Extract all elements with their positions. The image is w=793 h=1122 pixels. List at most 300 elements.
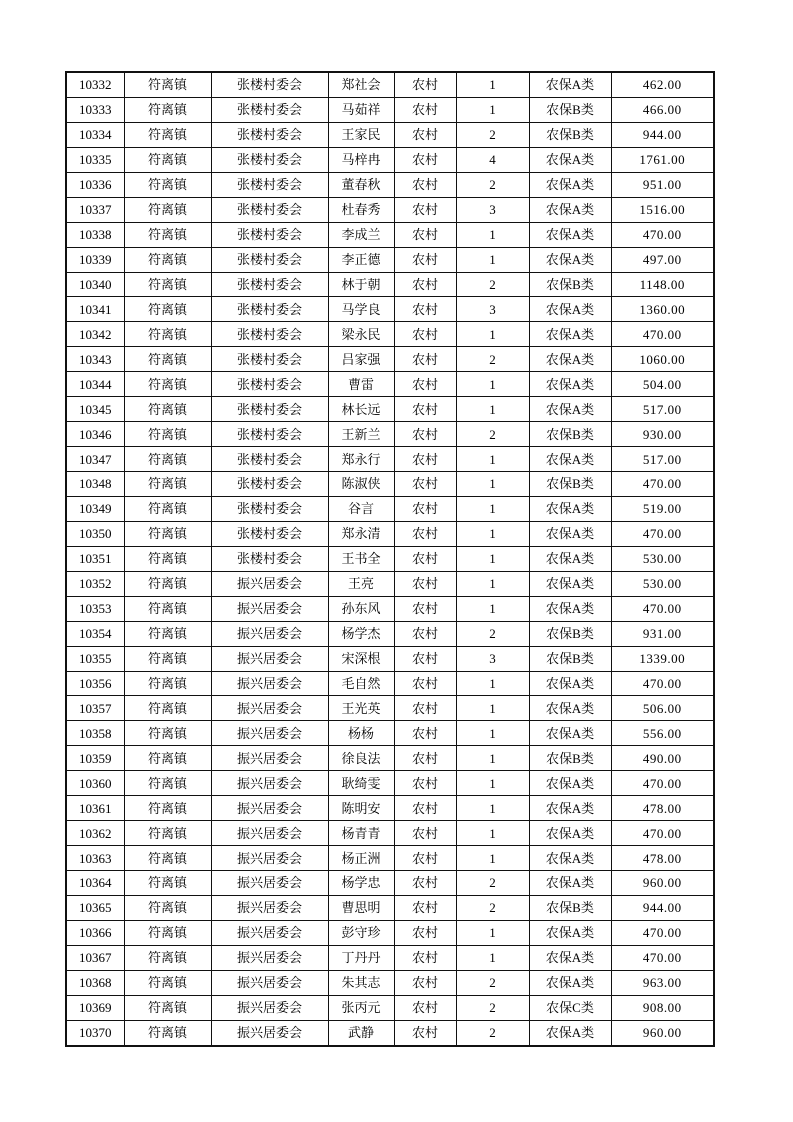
cell-insurance-category: 农保A类 [529,821,611,846]
cell-name: 王亮 [328,571,394,596]
cell-town: 符离镇 [124,646,211,671]
cell-name: 杨正洲 [328,846,394,871]
cell-town: 符离镇 [124,721,211,746]
cell-village-committee: 张楼村委会 [211,347,328,372]
cell-record-id: 10349 [66,496,124,521]
cell-record-id: 10369 [66,995,124,1020]
cell-person-count: 1 [456,397,529,422]
cell-village-committee: 振兴居委会 [211,646,328,671]
cell-town: 符离镇 [124,846,211,871]
cell-record-id: 10337 [66,197,124,222]
cell-insurance-category: 农保A类 [529,447,611,472]
cell-record-id: 10365 [66,895,124,920]
cell-amount: 470.00 [611,596,714,621]
table-row [66,970,714,995]
cell-record-id: 10356 [66,671,124,696]
cell-person-count: 1 [456,796,529,821]
cell-insurance-category: 农保A类 [529,970,611,995]
cell-insurance-category: 农保A类 [529,197,611,222]
cell-person-count: 1 [456,496,529,521]
cell-name: 朱其志 [328,970,394,995]
cell-insurance-category: 农保A类 [529,945,611,970]
cell-village-committee: 张楼村委会 [211,322,328,347]
cell-village-committee: 振兴居委会 [211,846,328,871]
cell-insurance-category: 农保C类 [529,995,611,1020]
cell-amount: 506.00 [611,696,714,721]
cell-insurance-category: 农保A类 [529,846,611,871]
cell-name: 林长远 [328,397,394,422]
table-row [66,821,714,846]
cell-amount: 517.00 [611,397,714,422]
cell-person-count: 1 [456,821,529,846]
cell-insurance-category: 农保A类 [529,222,611,247]
table-row [66,721,714,746]
table-row [66,596,714,621]
cell-record-id: 10359 [66,746,124,771]
cell-amount: 462.00 [611,72,714,97]
cell-residence-type: 农村 [394,970,456,995]
cell-insurance-category: 农保A类 [529,496,611,521]
cell-person-count: 2 [456,347,529,372]
cell-residence-type: 农村 [394,372,456,397]
cell-village-committee: 振兴居委会 [211,721,328,746]
cell-record-id: 10335 [66,147,124,172]
cell-person-count: 1 [456,721,529,746]
cell-amount: 478.00 [611,846,714,871]
cell-town: 符离镇 [124,821,211,846]
cell-insurance-category: 农保A类 [529,397,611,422]
cell-record-id: 10347 [66,447,124,472]
table-row [66,920,714,945]
cell-town: 符离镇 [124,347,211,372]
cell-insurance-category: 农保B类 [529,97,611,122]
cell-insurance-category: 农保A类 [529,247,611,272]
cell-amount: 931.00 [611,621,714,646]
cell-name: 吕家强 [328,347,394,372]
cell-village-committee: 振兴居委会 [211,746,328,771]
cell-insurance-category: 农保B类 [529,472,611,497]
cell-town: 符离镇 [124,197,211,222]
cell-person-count: 3 [456,297,529,322]
cell-record-id: 10354 [66,621,124,646]
cell-name: 徐良法 [328,746,394,771]
table-row [66,247,714,272]
cell-insurance-category: 农保B类 [529,272,611,297]
cell-person-count: 2 [456,122,529,147]
table-row [66,945,714,970]
cell-residence-type: 农村 [394,422,456,447]
cell-town: 符离镇 [124,621,211,646]
cell-town: 符离镇 [124,322,211,347]
cell-village-committee: 振兴居委会 [211,995,328,1020]
table-row [66,147,714,172]
cell-residence-type: 农村 [394,945,456,970]
cell-residence-type: 农村 [394,671,456,696]
table-body [66,72,714,1046]
cell-amount: 470.00 [611,472,714,497]
table-row [66,197,714,222]
table-row [66,72,714,97]
cell-insurance-category: 农保A类 [529,372,611,397]
cell-village-committee: 振兴居委会 [211,821,328,846]
cell-insurance-category: 农保A类 [529,671,611,696]
cell-name: 董春秋 [328,172,394,197]
cell-insurance-category: 农保B类 [529,621,611,646]
cell-record-id: 10358 [66,721,124,746]
cell-town: 符离镇 [124,122,211,147]
cell-residence-type: 农村 [394,871,456,896]
cell-village-committee: 振兴居委会 [211,621,328,646]
cell-person-count: 2 [456,871,529,896]
cell-residence-type: 农村 [394,72,456,97]
cell-village-committee: 振兴居委会 [211,671,328,696]
cell-town: 符离镇 [124,521,211,546]
cell-person-count: 1 [456,372,529,397]
cell-person-count: 2 [456,970,529,995]
cell-residence-type: 农村 [394,197,456,222]
cell-record-id: 10338 [66,222,124,247]
cell-name: 杨杨 [328,721,394,746]
cell-village-committee: 张楼村委会 [211,72,328,97]
cell-name: 毛自然 [328,671,394,696]
cell-amount: 944.00 [611,895,714,920]
cell-residence-type: 农村 [394,447,456,472]
cell-town: 符离镇 [124,222,211,247]
cell-record-id: 10342 [66,322,124,347]
cell-amount: 470.00 [611,920,714,945]
table-row [66,521,714,546]
cell-town: 符离镇 [124,796,211,821]
cell-amount: 530.00 [611,571,714,596]
cell-person-count: 1 [456,322,529,347]
cell-insurance-category: 农保A类 [529,172,611,197]
cell-person-count: 1 [456,546,529,571]
cell-amount: 960.00 [611,871,714,896]
cell-person-count: 1 [456,447,529,472]
cell-village-committee: 张楼村委会 [211,247,328,272]
table-row [66,422,714,447]
cell-name: 马茹祥 [328,97,394,122]
cell-amount: 470.00 [611,671,714,696]
cell-insurance-category: 农保B类 [529,422,611,447]
cell-person-count: 2 [456,1020,529,1045]
cell-record-id: 10363 [66,846,124,871]
cell-amount: 1761.00 [611,147,714,172]
cell-record-id: 10344 [66,372,124,397]
cell-amount: 960.00 [611,1020,714,1045]
cell-town: 符离镇 [124,247,211,272]
table-row [66,222,714,247]
cell-insurance-category: 农保A类 [529,72,611,97]
cell-residence-type: 农村 [394,172,456,197]
table-row [66,496,714,521]
cell-name: 梁永民 [328,322,394,347]
cell-insurance-category: 农保A类 [529,297,611,322]
cell-amount: 930.00 [611,422,714,447]
cell-name: 陈明安 [328,796,394,821]
table-row [66,871,714,896]
cell-insurance-category: 农保A类 [529,1020,611,1045]
table-row [66,322,714,347]
cell-record-id: 10333 [66,97,124,122]
table-row [66,796,714,821]
cell-record-id: 10350 [66,521,124,546]
cell-village-committee: 张楼村委会 [211,97,328,122]
cell-town: 符离镇 [124,172,211,197]
cell-village-committee: 张楼村委会 [211,496,328,521]
cell-amount: 470.00 [611,322,714,347]
cell-amount: 556.00 [611,721,714,746]
cell-record-id: 10357 [66,696,124,721]
cell-amount: 1360.00 [611,297,714,322]
cell-residence-type: 农村 [394,472,456,497]
cell-person-count: 1 [456,571,529,596]
cell-town: 符离镇 [124,771,211,796]
cell-town: 符离镇 [124,970,211,995]
cell-village-committee: 振兴居委会 [211,871,328,896]
cell-record-id: 10336 [66,172,124,197]
cell-amount: 519.00 [611,496,714,521]
cell-residence-type: 农村 [394,646,456,671]
table-row [66,846,714,871]
cell-amount: 1516.00 [611,197,714,222]
cell-name: 王书全 [328,546,394,571]
table-row [66,97,714,122]
cell-amount: 908.00 [611,995,714,1020]
cell-residence-type: 农村 [394,122,456,147]
cell-town: 符离镇 [124,945,211,970]
cell-person-count: 1 [456,521,529,546]
cell-village-committee: 振兴居委会 [211,945,328,970]
cell-village-committee: 张楼村委会 [211,521,328,546]
cell-person-count: 1 [456,746,529,771]
cell-record-id: 10341 [66,297,124,322]
cell-name: 宋深根 [328,646,394,671]
cell-amount: 951.00 [611,172,714,197]
cell-name: 林于朝 [328,272,394,297]
table-row [66,671,714,696]
cell-name: 丁丹丹 [328,945,394,970]
cell-record-id: 10340 [66,272,124,297]
cell-amount: 470.00 [611,521,714,546]
cell-town: 符离镇 [124,147,211,172]
cell-name: 耿绮雯 [328,771,394,796]
cell-name: 曹雷 [328,372,394,397]
table-row [66,297,714,322]
cell-town: 符离镇 [124,546,211,571]
cell-person-count: 2 [456,995,529,1020]
cell-residence-type: 农村 [394,821,456,846]
cell-town: 符离镇 [124,297,211,322]
table-row [66,397,714,422]
table-row [66,696,714,721]
cell-name: 马学良 [328,297,394,322]
cell-person-count: 1 [456,771,529,796]
cell-person-count: 2 [456,272,529,297]
cell-record-id: 10345 [66,397,124,422]
cell-person-count: 1 [456,671,529,696]
cell-name: 马梓冉 [328,147,394,172]
cell-village-committee: 振兴居委会 [211,771,328,796]
table-row [66,646,714,671]
cell-residence-type: 农村 [394,1020,456,1045]
cell-town: 符离镇 [124,995,211,1020]
cell-record-id: 10353 [66,596,124,621]
cell-record-id: 10334 [66,122,124,147]
cell-village-committee: 振兴居委会 [211,696,328,721]
cell-name: 王新兰 [328,422,394,447]
cell-village-committee: 振兴居委会 [211,1020,328,1045]
cell-residence-type: 农村 [394,97,456,122]
cell-amount: 470.00 [611,222,714,247]
cell-amount: 1148.00 [611,272,714,297]
cell-record-id: 10352 [66,571,124,596]
cell-town: 符离镇 [124,696,211,721]
cell-person-count: 2 [456,621,529,646]
cell-residence-type: 农村 [394,895,456,920]
cell-amount: 1060.00 [611,347,714,372]
cell-residence-type: 农村 [394,297,456,322]
cell-name: 杨学杰 [328,621,394,646]
cell-name: 彭守珍 [328,920,394,945]
cell-person-count: 3 [456,197,529,222]
cell-person-count: 4 [456,147,529,172]
cell-record-id: 10343 [66,347,124,372]
cell-residence-type: 农村 [394,397,456,422]
cell-name: 郑永清 [328,521,394,546]
cell-residence-type: 农村 [394,521,456,546]
cell-insurance-category: 农保B类 [529,895,611,920]
cell-insurance-category: 农保A类 [529,322,611,347]
cell-town: 符离镇 [124,746,211,771]
cell-residence-type: 农村 [394,746,456,771]
cell-amount: 504.00 [611,372,714,397]
cell-person-count: 1 [456,472,529,497]
cell-name: 杨学忠 [328,871,394,896]
cell-residence-type: 农村 [394,796,456,821]
table-row [66,347,714,372]
cell-record-id: 10339 [66,247,124,272]
cell-name: 郑永行 [328,447,394,472]
cell-amount: 530.00 [611,546,714,571]
cell-residence-type: 农村 [394,247,456,272]
table-row [66,895,714,920]
cell-amount: 478.00 [611,796,714,821]
cell-village-committee: 张楼村委会 [211,222,328,247]
cell-person-count: 1 [456,72,529,97]
cell-record-id: 10362 [66,821,124,846]
cell-name: 孙东风 [328,596,394,621]
table-row [66,571,714,596]
cell-residence-type: 农村 [394,846,456,871]
table-row [66,372,714,397]
cell-town: 符离镇 [124,472,211,497]
cell-person-count: 1 [456,846,529,871]
cell-insurance-category: 农保A类 [529,771,611,796]
cell-insurance-category: 农保A类 [529,546,611,571]
cell-person-count: 1 [456,920,529,945]
cell-village-committee: 张楼村委会 [211,546,328,571]
cell-village-committee: 张楼村委会 [211,297,328,322]
cell-record-id: 10360 [66,771,124,796]
cell-record-id: 10367 [66,945,124,970]
cell-village-committee: 振兴居委会 [211,796,328,821]
cell-record-id: 10332 [66,72,124,97]
table-row [66,621,714,646]
cell-amount: 490.00 [611,746,714,771]
cell-person-count: 1 [456,945,529,970]
cell-record-id: 10346 [66,422,124,447]
cell-insurance-category: 农保A类 [529,571,611,596]
cell-record-id: 10370 [66,1020,124,1045]
cell-name: 郑社会 [328,72,394,97]
cell-person-count: 1 [456,222,529,247]
cell-village-committee: 张楼村委会 [211,472,328,497]
cell-name: 谷言 [328,496,394,521]
cell-town: 符离镇 [124,397,211,422]
cell-name: 曹思明 [328,895,394,920]
cell-village-committee: 张楼村委会 [211,397,328,422]
cell-town: 符离镇 [124,97,211,122]
cell-village-committee: 振兴居委会 [211,895,328,920]
cell-residence-type: 农村 [394,147,456,172]
cell-amount: 963.00 [611,970,714,995]
cell-village-committee: 张楼村委会 [211,422,328,447]
cell-residence-type: 农村 [394,496,456,521]
cell-insurance-category: 农保A类 [529,596,611,621]
cell-town: 符离镇 [124,596,211,621]
cell-residence-type: 农村 [394,771,456,796]
table-row [66,771,714,796]
cell-record-id: 10348 [66,472,124,497]
cell-residence-type: 农村 [394,696,456,721]
cell-amount: 944.00 [611,122,714,147]
table-row [66,746,714,771]
cell-record-id: 10368 [66,970,124,995]
cell-record-id: 10361 [66,796,124,821]
cell-residence-type: 农村 [394,721,456,746]
cell-town: 符离镇 [124,422,211,447]
cell-residence-type: 农村 [394,995,456,1020]
cell-village-committee: 振兴居委会 [211,596,328,621]
cell-person-count: 2 [456,172,529,197]
table-row [66,1020,714,1045]
cell-name: 李正德 [328,247,394,272]
cell-amount: 470.00 [611,771,714,796]
cell-village-committee: 张楼村委会 [211,197,328,222]
table-row [66,172,714,197]
cell-town: 符离镇 [124,496,211,521]
cell-town: 符离镇 [124,1020,211,1045]
cell-record-id: 10351 [66,546,124,571]
table-row [66,272,714,297]
cell-village-committee: 张楼村委会 [211,147,328,172]
cell-name: 李成兰 [328,222,394,247]
cell-record-id: 10364 [66,871,124,896]
cell-town: 符离镇 [124,920,211,945]
cell-record-id: 10355 [66,646,124,671]
cell-village-committee: 张楼村委会 [211,372,328,397]
cell-insurance-category: 农保A类 [529,147,611,172]
cell-residence-type: 农村 [394,347,456,372]
cell-town: 符离镇 [124,571,211,596]
cell-name: 陈淑侠 [328,472,394,497]
cell-residence-type: 农村 [394,621,456,646]
cell-residence-type: 农村 [394,222,456,247]
cell-residence-type: 农村 [394,272,456,297]
cell-town: 符离镇 [124,372,211,397]
cell-amount: 470.00 [611,821,714,846]
